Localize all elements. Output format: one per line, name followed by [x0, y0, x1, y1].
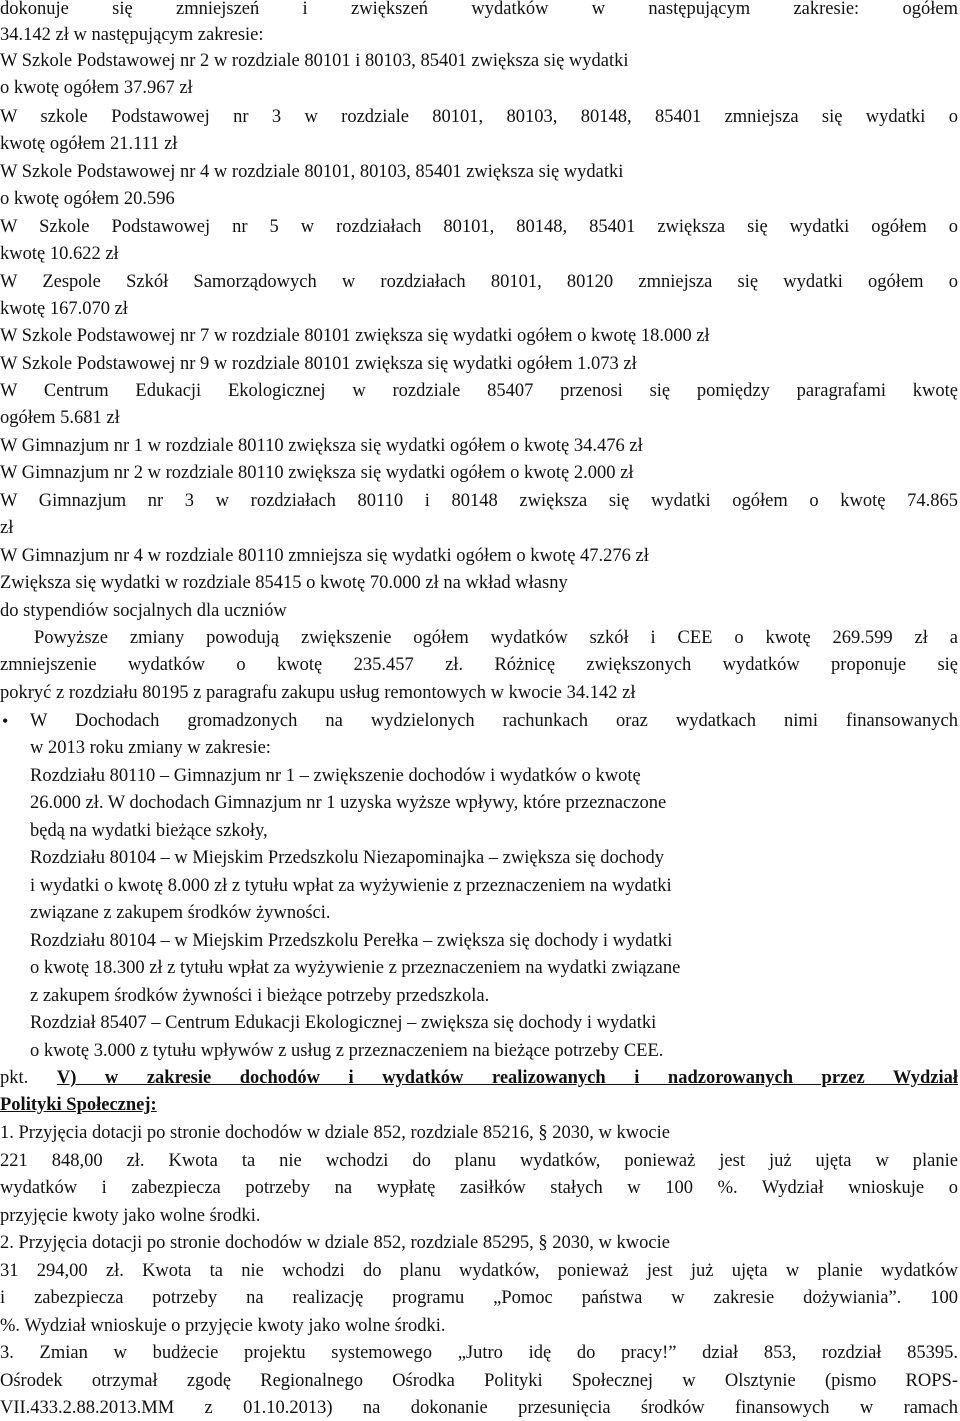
- text-line: VII.433.2.88.2013.MM z 01.10.2013) na dokonanie przesunięcia środków finansowych w ramach: [0, 1398, 958, 1418]
- text-line: W Gimnazjum nr 2 w rozdziale 80110 zwiększa się wydatki ogółem o kwotę 2.000 zł: [0, 463, 634, 483]
- bullet-icon: •: [2, 711, 9, 731]
- text-line: zł: [0, 518, 14, 538]
- text-line: do stypendiów socjalnych dla uczniów: [0, 601, 287, 621]
- text-line: 1. Przyjęcia dotacji po stronie dochodów w dziale 852, rozdziale 85216, § 2030, w kwocie: [0, 1123, 670, 1143]
- text-line: pokryć z rozdziału 80195 z paragrafu zakupu usług remontowych w kwocie 34.142 zł: [0, 683, 636, 703]
- text-line: %. Wydział wnioskuje o przyjęcie kwoty jako wolne środki.: [0, 1316, 446, 1336]
- text-line: Rozdziału 80110 – Gimnazjum nr 1 – zwiększenie dochodów i wydatków o kwotę: [30, 766, 641, 786]
- text-line: W Szkole Podstawowej nr 9 w rozdziale 80101 zwiększa się wydatki ogółem 1.073 zł: [0, 354, 637, 374]
- text-line: zmniejszenie wydatków o kwotę 235.457 zł. Różnicę zwiększonych wydatków proponuje się: [0, 655, 958, 675]
- text-line: W szkole Podstawowej nr 3 w rozdziale 80101, 80103, 80148, 85401 zmniejsza się wydatki o: [0, 107, 958, 127]
- section-prefix: pkt.: [0, 1068, 29, 1088]
- text-line: związane z zakupem środków żywności.: [30, 903, 331, 923]
- text-line: wydatków i zabezpiecza potrzeby na wypłatę zasiłków stałych w 100 %. Wydział wnioskuje o: [0, 1178, 958, 1198]
- section-title: V) w zakresie dochodów i wydatków realizowanych i nadzorowanych przez Wydział: [56, 1068, 958, 1088]
- text-line: kwotę 167.070 zł: [0, 299, 128, 319]
- text-line: o kwotę ogółem 20.596: [0, 189, 175, 209]
- text-line: w 2013 roku zmiany w zakresie:: [30, 738, 271, 758]
- text-line: będą na wydatki bieżące szkoły,: [30, 821, 268, 841]
- text-line: kwotę ogółem 21.111 zł: [0, 134, 178, 154]
- text-line: W Gimnazjum nr 4 w rozdziale 80110 zmniejsza się wydatki ogółem o kwotę 47.276 zł: [0, 546, 649, 566]
- text-line: Rozdziału 80104 – w Miejskim Przedszkolu Perełka – zwiększa się dochody i wydatki: [30, 931, 673, 951]
- text-line: W Dochodach gromadzonych na wydzielonych rachunkach oraz wydatkach nimi finansowanych: [30, 711, 958, 731]
- text-line: W Centrum Edukacji Ekologicznej w rozdziale 85407 przenosi się pomiędzy paragrafami kwotę: [0, 381, 958, 401]
- text-line: 221 848,00 zł. Kwota ta nie wchodzi do planu wydatków, ponieważ jest już ujęta w planie: [0, 1151, 958, 1171]
- text-line: i wydatki o kwotę 8.000 zł z tytułu wpłat za wyżywienie z przeznaczeniem na wydatki: [30, 876, 672, 896]
- text-line: W Gimnazjum nr 3 w rozdziałach 80110 i 80148 zwiększa się wydatki ogółem o kwotę 74.865: [0, 491, 958, 511]
- text-line: W Szkole Podstawowej nr 4 w rozdziale 80101, 80103, 85401 zwiększa się wydatki: [0, 162, 624, 182]
- section-heading: [0, 1066, 958, 1092]
- text-line: Rozdział 85407 – Centrum Edukacji Ekologicznej – zwiększa się dochody i wydatki: [30, 1013, 657, 1033]
- text-line: Rozdziału 80104 – w Miejskim Przedszkolu Niezapominajka – zwiększa się dochody: [30, 848, 664, 868]
- text-line: 34.142 zł w następującym zakresie:: [0, 25, 264, 45]
- text-line: o kwotę 3.000 z tytułu wpływów z usług z przeznaczeniem na bieżące potrzeby CEE.: [30, 1041, 664, 1061]
- text-line: przyjęcie kwoty jako wolne środki.: [0, 1206, 261, 1226]
- text-line: dokonuje się zmniejszeń i zwiększeń wydatków w następującym zakresie: ogółem: [0, 0, 958, 19]
- section-title-cont: Polityki Społecznej:: [0, 1095, 157, 1115]
- text-line: Ośrodek otrzymał zgodę Regionalnego Ośrodka Polityki Społecznej w Olsztynie (pismo ROPS-: [0, 1371, 958, 1391]
- text-line: 2. Przyjęcia dotacji po stronie dochodów w dziale 852, rozdziale 85295, § 2030, w kwocie: [0, 1233, 670, 1253]
- section-heading-cont: [0, 1093, 157, 1119]
- text-line: ogółem 5.681 zł: [0, 408, 120, 428]
- text-line: Powyższe zmiany powodują zwiększenie ogółem wydatków szkół i CEE o kwotę 269.599 zł a: [34, 628, 958, 648]
- text-line: W Gimnazjum nr 1 w rozdziale 80110 zwiększa się wydatki ogółem o kwotę 34.476 zł: [0, 436, 643, 456]
- text-line: o kwotę ogółem 37.967 zł: [0, 78, 193, 98]
- text-line: Zwiększa się wydatki w rozdziale 85415 o kwotę 70.000 zł na wkład własny: [0, 573, 568, 593]
- text-line: W Szkole Podstawowej nr 5 w rozdziałach 80101, 80148, 85401 zwiększa się wydatki ogółem o: [0, 217, 958, 237]
- text-line: W Szkole Podstawowej nr 7 w rozdziale 80101 zwiększa się wydatki ogółem o kwotę 18.000 zł: [0, 326, 710, 346]
- text-line: 31 294,00 zł. Kwota ta nie wchodzi do planu wydatków, ponieważ jest już ujęta w planie wydatków: [0, 1261, 958, 1281]
- text-line: z zakupem środków żywności i bieżące potrzeby przedszkola.: [30, 986, 490, 1006]
- text-line: kwotę 10.622 zł: [0, 244, 119, 264]
- text-line: 26.000 zł. W dochodach Gimnazjum nr 1 uzyska wyższe wpływy, które przeznaczone: [30, 793, 667, 813]
- text-line: W Zespole Szkół Samorządowych w rozdziałach 80101, 80120 zmniejsza się wydatki ogółem o: [0, 272, 958, 292]
- text-line: W Szkole Podstawowej nr 2 w rozdziale 80101 i 80103, 85401 zwiększa się wydatki: [0, 51, 629, 71]
- text-line: o kwotę 18.300 zł z tytułu wpłat za wyżywienie z przeznaczeniem na wydatki związane: [30, 958, 681, 978]
- text-line: 3. Zmian w budżecie projektu systemowego „Jutro idę do pracy!” dział 853, rozdział 85395.: [0, 1343, 958, 1363]
- text-line: i zabezpiecza potrzeby na realizację programu „Pomoc państwa w zakresie dożywiania”. 100: [0, 1288, 958, 1308]
